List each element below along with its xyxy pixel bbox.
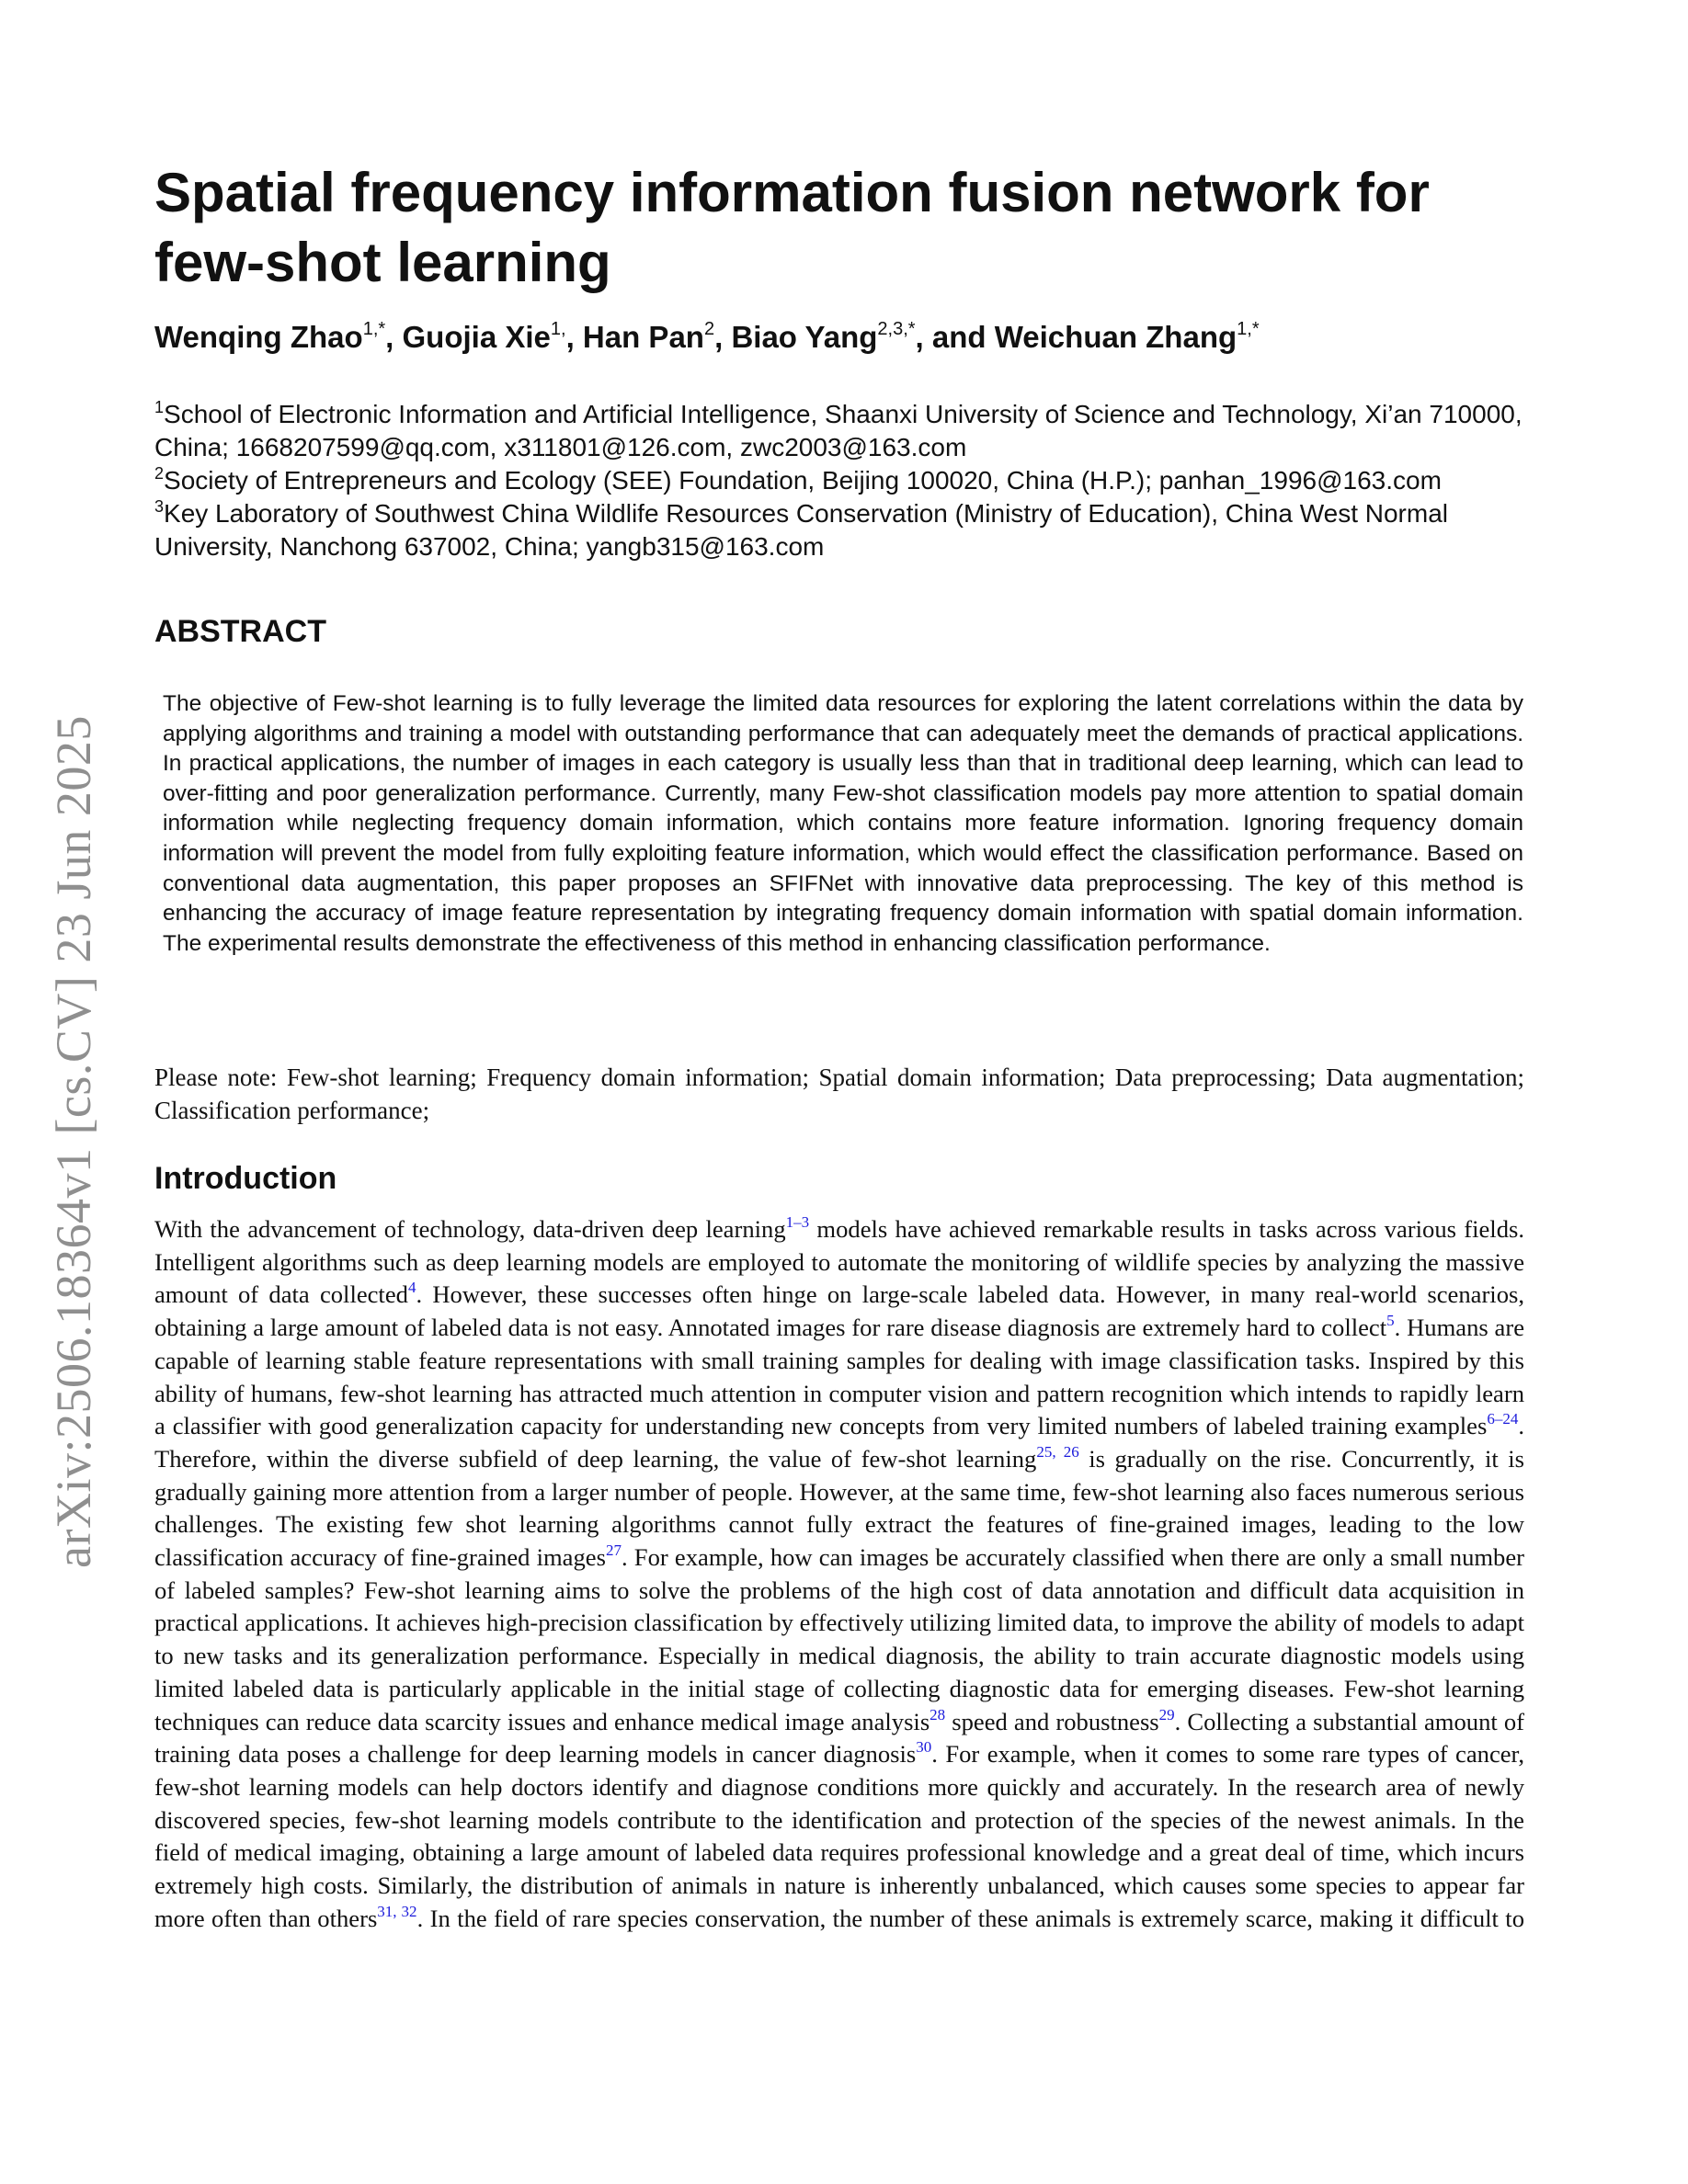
intro-text-run: . However, these successes often hinge on large-scale labeled data. However, in many real-world scenarios, obtaining a large amount of labeled data is not easy. Annotated images for rare disease diagnosis are extremely hard to collect bbox=[154, 1280, 1524, 1342]
intro-text-run: is gradually on the rise. Concurrently, it is gradually gaining more attention from a larger number of people. However, at the same time, few-shot learning also faces numerous serious challenges. The existing few shot learning algorithms cannot fully extract the features of fine-grained images, leading to the low classification accuracy of fine-grained images bbox=[154, 1444, 1524, 1572]
paper-title: Spatial frequency information fusion network for few-shot learning bbox=[154, 162, 1430, 293]
abstract-text: The objective of Few-shot learning is to fully leverage the limited data resources for exploring the latent correlations within the data by applying algorithms and training a model with outstanding performance that can adequately meet the demands of practical applications. In practical applications, the number of images in each category is usually less than that in traditional deep learning, which can lead to over-fitting and poor generalization performance. Currently, many Few-shot classification models pay more attention to spatial domain information while neglecting frequency domain information, which contains more feature information. Ignoring frequency domain information will prevent the model from fully exploiting feature information, which would effect the classification performance. Based on conventional data augmentation, this paper proposes an SFIFNet with innovative data preprocessing. The key of this method is enhancing the accuracy of image feature representation by integrating frequency domain information with spatial domain information. The experimental results demonstrate the effectiveness of this method in enhancing classification performance. bbox=[163, 691, 1523, 956]
affiliation-text: Key Laboratory of Southwest China Wildlife Resources Conservation (Ministry of Education), China West Normal University, Nanchong 637002, China; yangb315@163.com bbox=[154, 499, 1448, 561]
citation-link[interactable]: 27 bbox=[605, 1541, 622, 1560]
affiliation-item bbox=[154, 398, 1534, 464]
affiliation-list bbox=[154, 398, 1534, 563]
abstract-heading: ABSTRACT bbox=[154, 614, 326, 649]
author-affiliation-marker: 1,* bbox=[1237, 319, 1260, 339]
author-name: Han Pan bbox=[582, 320, 704, 354]
intro-text-run: . For example, how can images be accurately classified when there are only a small number of labeled samples? Few-shot learning aims to solve the problems of the high cost of data annotation and difficult data acquisition in practical applications. It achieves high-precision classification by effectively utilizing limited data, to improve the ability of models to adapt to new tasks and its generalization performance. Especially in medical diagnosis, the ability to train accurate diagnostic models using limited labeled data is particularly applicable in the initial stage of collecting diagnostic data for emerging diseases. Few-shot learning techniques can reduce data scarcity issues and enhance medical image analysis bbox=[154, 1543, 1525, 1735]
author-separator: , bbox=[565, 320, 583, 354]
intro-text-run: models have achieved remarkable results in tasks across various fields. Intelligent algorithms such as deep learning models are employed to automate the monitoring of wildlife species by analyzing the massive amount of data collected bbox=[154, 1215, 1524, 1309]
affiliation-item bbox=[154, 464, 1534, 497]
author-name: Weichuan Zhang bbox=[994, 320, 1237, 354]
introduction-heading: Introduction bbox=[154, 1161, 337, 1196]
author-name: Guojia Xie bbox=[402, 320, 551, 354]
author-name: Wenqing Zhao bbox=[154, 320, 363, 354]
affiliation-item bbox=[154, 497, 1534, 563]
author-separator: , bbox=[714, 320, 732, 354]
intro-text-run: . Humans are capable of learning stable feature representations with small training samples for dealing with image classification tasks. Inspired by this ability of humans, few-shot learning has attracted much attention in computer vision and pattern recognition which intends to rapidly learn a classifier with good generalization capacity for understanding new concepts from very limited numbers of labeled training examples bbox=[154, 1314, 1525, 1440]
intro-text-run: speed and robustness bbox=[945, 1707, 1159, 1735]
intro-text-run: With the advancement of technology, data-driven deep learning bbox=[154, 1215, 786, 1243]
citation-link[interactable]: 6–24 bbox=[1487, 1410, 1519, 1428]
intro-text-run: . For example, when it comes to some rare types of cancer, few-shot learning models can help doctors identify and diagnose conditions more quickly and accurately. In the research area of newly discovered species, few-shot learning models contribute to the identification and protection of the species of the newest animals. In the field of medical imaging, obtaining a large amount of labeled data requires professional knowledge and a great deal of time, which incurs extremely high costs. Similarly, the distribution of animals in nature is inherently unbalanced, which causes some species to appear far more often than others bbox=[154, 1740, 1524, 1932]
author-name: Biao Yang bbox=[731, 320, 878, 354]
author-affiliation-marker: 2,3,* bbox=[877, 319, 916, 339]
citation-link[interactable]: 31, 32 bbox=[377, 1902, 417, 1920]
intro-text-run: . Therefore, within the diverse subfield of deep learning, the value of few-shot learning bbox=[154, 1412, 1524, 1473]
affiliation-text: School of Electronic Information and Artificial Intelligence, Shaanxi University of Science and Technology, Xi’an 710000, China; 1668207599@qq.com, x311801@126.com, zwc2003@163.com bbox=[154, 400, 1523, 461]
citation-link[interactable]: 29 bbox=[1158, 1705, 1175, 1723]
author-separator: , bbox=[385, 320, 403, 354]
author-list bbox=[154, 317, 1589, 358]
author-affiliation-marker: 1,* bbox=[362, 319, 386, 339]
citation-link[interactable]: 30 bbox=[916, 1738, 932, 1757]
citation-link[interactable]: 25, 26 bbox=[1036, 1442, 1079, 1461]
author-affiliation-marker: 1, bbox=[550, 319, 566, 339]
citation-link[interactable]: 28 bbox=[930, 1705, 946, 1723]
author-affiliation-marker: 2 bbox=[703, 319, 715, 339]
arxiv-identifier-stamp: arXiv:2506.18364v1 [cs.CV] 23 Jun 2025 bbox=[46, 715, 101, 1568]
affiliation-number: 2 bbox=[154, 464, 165, 483]
affiliation-number: 1 bbox=[154, 398, 165, 416]
citation-link[interactable]: 5 bbox=[1386, 1312, 1395, 1330]
citation-link[interactable]: 4 bbox=[407, 1279, 416, 1297]
affiliation-text: Society of Entrepreneurs and Ecology (SEE) Foundation, Beijing 100020, China (H.P.); panhan_1996@163.com bbox=[164, 466, 1442, 495]
intro-text-run: . In the field of rare species conservation, the number of these animals is extremely scarce, making it difficult to bbox=[416, 1904, 1524, 1932]
intro-text-run: . Collecting a substantial amount of training data poses a challenge for deep learning models in cancer diagnosis bbox=[154, 1707, 1524, 1769]
citation-link[interactable]: 1–3 bbox=[785, 1213, 810, 1231]
introduction-paragraph bbox=[154, 1213, 1524, 1935]
affiliation-number: 3 bbox=[154, 497, 165, 516]
author-separator: , and bbox=[915, 320, 995, 354]
keywords-line: Please note: Few-shot learning; Frequency domain information; Spatial domain information; Data preprocessing; Data augmentation; Classification performance; bbox=[154, 1064, 1524, 1124]
